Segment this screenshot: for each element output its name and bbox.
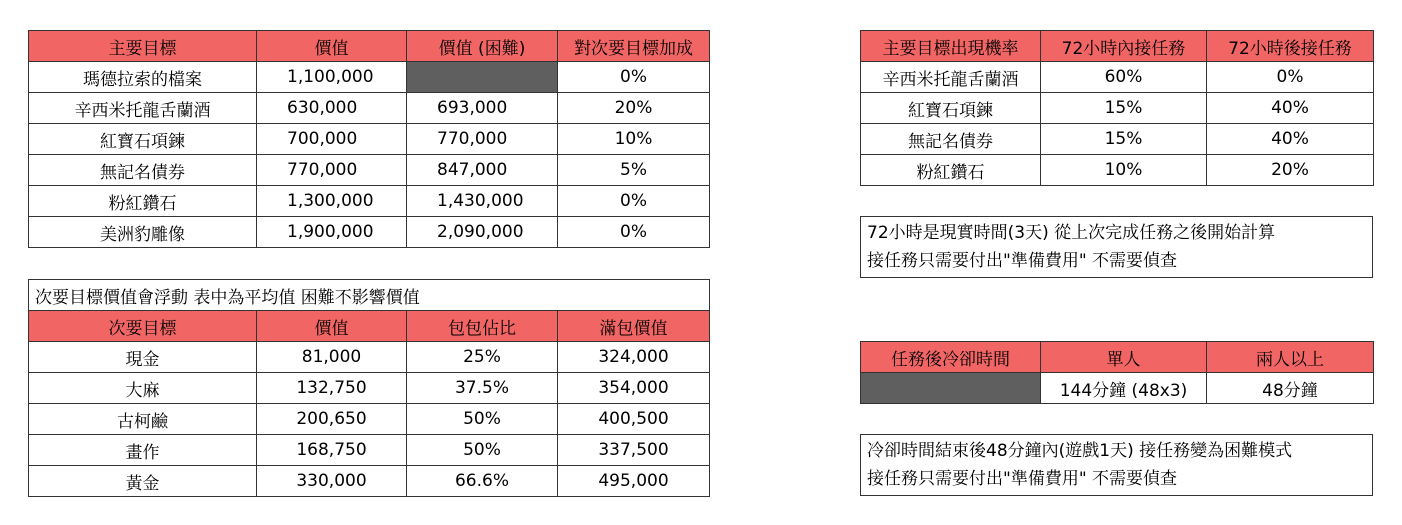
target-value: 1,100,000 [257, 62, 407, 93]
chance-after: 20% [1207, 155, 1374, 186]
table-header-row [861, 342, 1374, 373]
table-row [29, 435, 710, 466]
chance-after: 40% [1207, 93, 1374, 124]
secondary-share: 50% [407, 404, 558, 435]
secondary-share: 37.5% [407, 373, 558, 404]
target-name: 粉紅鑽石 [29, 186, 257, 217]
target-value-hard: 2,090,000 [407, 217, 558, 248]
chance-target-name: 無記名債券 [861, 124, 1041, 155]
cooldown-label [861, 373, 1041, 404]
secondary-name: 古柯鹼 [29, 404, 257, 435]
target-value-hard: 847,000 [407, 155, 558, 186]
table-row [29, 93, 710, 124]
secondary-full: 400,500 [558, 404, 710, 435]
column-header: 次要目標 [29, 311, 257, 342]
secondary-full: 495,000 [558, 466, 710, 497]
column-header: 72小時後接任務 [1207, 31, 1374, 62]
column-header: 單人 [1041, 342, 1207, 373]
secondary-share: 66.6% [407, 466, 558, 497]
timer-note [860, 216, 1373, 278]
table-row [29, 373, 710, 404]
target-value: 630,000 [257, 93, 407, 124]
secondary-share: 50% [407, 435, 558, 466]
table-row [29, 217, 710, 248]
cooldown-note [860, 434, 1373, 496]
chance-after: 40% [1207, 124, 1374, 155]
table-row [861, 373, 1374, 404]
table-header-row [29, 31, 710, 62]
target-value-hard: 770,000 [407, 124, 558, 155]
secondary-full: 354,000 [558, 373, 710, 404]
secondary-value: 330,000 [257, 466, 407, 497]
secondary-share: 25% [407, 342, 558, 373]
target-bonus: 5% [558, 155, 710, 186]
column-header: 72小時內接任務 [1041, 31, 1207, 62]
cooldown-group: 48分鐘 [1207, 373, 1374, 404]
secondary-name: 黃金 [29, 466, 257, 497]
secondary-value: 200,650 [257, 404, 407, 435]
chance-target-name: 紅寶石項鍊 [861, 93, 1041, 124]
column-header: 價值 (困難) [407, 31, 558, 62]
chance-within: 15% [1041, 124, 1207, 155]
chance-within: 15% [1041, 93, 1207, 124]
column-header: 主要目標 [29, 31, 257, 62]
target-bonus: 0% [558, 62, 710, 93]
table-row [861, 62, 1374, 93]
table-header-row [29, 311, 710, 342]
table-row [29, 186, 710, 217]
secondary-value: 81,000 [257, 342, 407, 373]
target-value-hard: 1,430,000 [407, 186, 558, 217]
table-row [861, 155, 1374, 186]
table-row [29, 124, 710, 155]
chance-target-name: 辛西米托龍舌蘭酒 [861, 62, 1041, 93]
main-target-table [28, 30, 710, 248]
target-name: 瑪德拉索的檔案 [29, 62, 257, 93]
target-bonus: 0% [558, 217, 710, 248]
column-header: 滿包價值 [558, 311, 710, 342]
target-value-hard: 693,000 [407, 93, 558, 124]
secondary-value: 168,750 [257, 435, 407, 466]
target-value: 770,000 [257, 155, 407, 186]
secondary-caption: 次要目標價值會浮動 表中為平均值 困難不影響價值 [29, 280, 710, 311]
table-row [29, 155, 710, 186]
chance-after: 0% [1207, 62, 1374, 93]
target-bonus: 20% [558, 93, 710, 124]
table-row [861, 124, 1374, 155]
table-caption-row [29, 280, 710, 311]
column-header: 任務後冷卻時間 [861, 342, 1041, 373]
table-row [29, 404, 710, 435]
target-value-hard [407, 62, 558, 93]
cooldown-table [860, 341, 1374, 404]
column-header: 價值 [257, 31, 407, 62]
timer-note-line2: 接任務只需要付出"準備費用" 不需要偵查 [867, 251, 1178, 271]
secondary-value: 132,750 [257, 373, 407, 404]
target-name: 紅寶石項鍊 [29, 124, 257, 155]
cooldown-note-line2: 接任務只需要付出"準備費用" 不需要偵查 [867, 469, 1178, 489]
column-header: 對次要目標加成 [558, 31, 710, 62]
secondary-name: 畫作 [29, 435, 257, 466]
cooldown-solo: 144分鐘 (48x3) [1041, 373, 1207, 404]
target-bonus: 0% [558, 186, 710, 217]
secondary-name: 大麻 [29, 373, 257, 404]
chance-within: 10% [1041, 155, 1207, 186]
column-header: 兩人以上 [1207, 342, 1374, 373]
table-row [29, 342, 710, 373]
table-row [29, 62, 710, 93]
timer-note-line1: 72小時是現實時間(3天) 從上次完成任務之後開始計算 [867, 223, 1276, 243]
column-header: 價值 [257, 311, 407, 342]
secondary-full: 337,500 [558, 435, 710, 466]
secondary-target-table [28, 279, 710, 497]
cooldown-note-line1: 冷卻時間結束後48分鐘內(遊戲1天) 接任務變為困難模式 [867, 441, 1293, 461]
column-header: 主要目標出現機率 [861, 31, 1041, 62]
target-name: 辛西米托龍舌蘭酒 [29, 93, 257, 124]
target-name: 無記名債券 [29, 155, 257, 186]
target-name: 美洲豹雕像 [29, 217, 257, 248]
column-header: 包包佔比 [407, 311, 558, 342]
target-value: 700,000 [257, 124, 407, 155]
target-value: 1,300,000 [257, 186, 407, 217]
secondary-name: 現金 [29, 342, 257, 373]
chance-target-name: 粉紅鑽石 [861, 155, 1041, 186]
table-header-row [861, 31, 1374, 62]
chance-within: 60% [1041, 62, 1207, 93]
table-row [29, 466, 710, 497]
secondary-full: 324,000 [558, 342, 710, 373]
chance-table [860, 30, 1374, 186]
target-value: 1,900,000 [257, 217, 407, 248]
target-bonus: 10% [558, 124, 710, 155]
table-row [861, 93, 1374, 124]
